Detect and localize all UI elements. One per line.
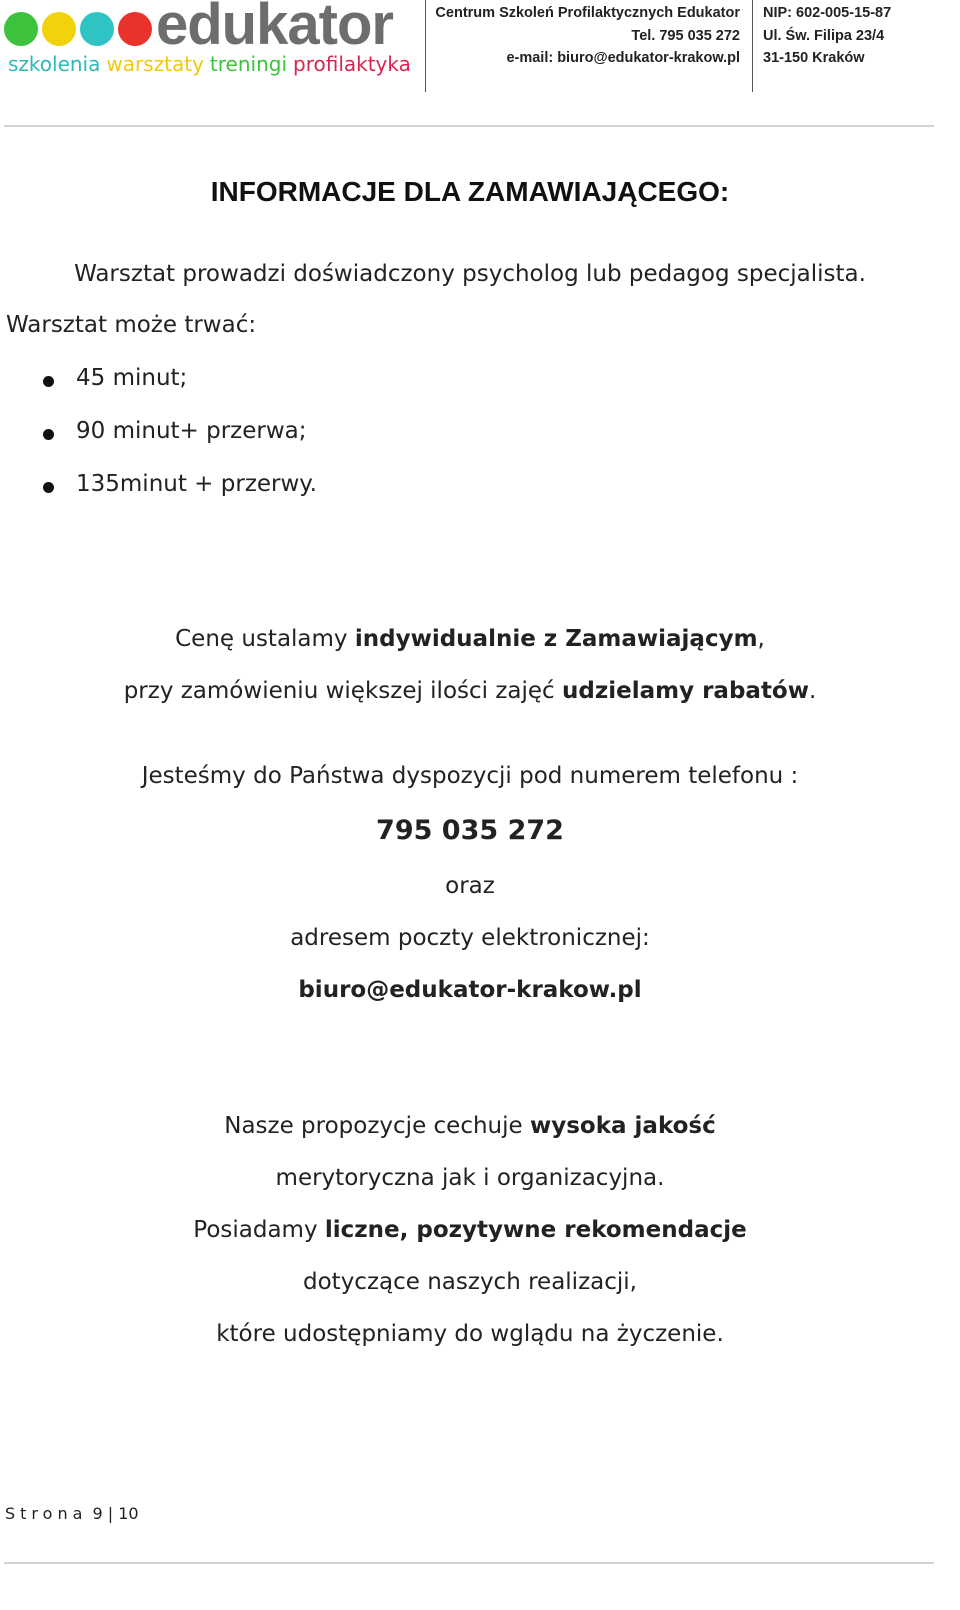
- tagline-word: treningi: [209, 52, 287, 76]
- header-divider: [752, 0, 753, 92]
- contact-and: oraz: [445, 873, 495, 899]
- price-emphasis: indywidualnie z Zamawiającym: [354, 626, 758, 652]
- footer-rule: [4, 1562, 934, 1564]
- tagline-word: szkolenia: [8, 52, 101, 76]
- duration-label: Warsztat może trwać:: [6, 312, 257, 338]
- bullet-icon: [43, 376, 54, 387]
- price-line-2: [0, 678, 940, 704]
- quality-text: Nasze propozycje cechuje: [224, 1113, 530, 1139]
- logo-tagline: [8, 52, 417, 76]
- duration-option: 90 minut+ przerwa;: [76, 418, 307, 444]
- page-title: INFORMACJE DLA ZAMAWIAJĄCEGO:: [210, 176, 730, 207]
- company-city: 31-150 Kraków: [763, 50, 865, 66]
- company-street: Ul. Św. Filipa 23/4: [763, 27, 885, 44]
- discount-text: przy zamówieniu większej ilości zajęć: [123, 678, 563, 704]
- company-address: [763, 2, 891, 70]
- intro-text: Warsztat prowadzi doświadczony psycholog lub pedagog specjalista.: [74, 261, 866, 287]
- discount-punct: .: [809, 678, 817, 704]
- price-line-1: [0, 626, 940, 652]
- page-header: [0, 0, 960, 100]
- recommendation-text: Posiadamy: [193, 1217, 325, 1243]
- quality-line-5: które udostępniamy do wglądu na życzenie.: [216, 1321, 724, 1347]
- red-dot-icon: [118, 12, 152, 46]
- company-email: e-mail: biuro@edukator-krakow.pl: [506, 50, 740, 66]
- company-contact: [435, 2, 740, 70]
- bullet-icon: [43, 429, 54, 440]
- page-number: [5, 1504, 139, 1523]
- company-name: Centrum Szkoleń Profilaktycznych Edukator: [435, 5, 740, 21]
- discount-emphasis: udzielamy rabatów: [562, 678, 809, 704]
- header-divider: [425, 0, 426, 92]
- teal-dot-icon: [80, 12, 114, 46]
- contact-intro: Jesteśmy do Państwa dyspozycji pod numerem telefonu :: [141, 763, 799, 789]
- tagline-word: profilaktyka: [293, 52, 411, 76]
- page-separator: |: [107, 1504, 114, 1523]
- current-page: 9: [92, 1504, 103, 1523]
- contact-email: biuro@edukator-krakow.pl: [298, 977, 642, 1003]
- total-pages: 10: [118, 1504, 139, 1523]
- duration-option: 135minut + przerwy.: [76, 471, 317, 497]
- contact-phone: 795 035 272: [376, 815, 564, 846]
- page-label: Strona: [5, 1504, 88, 1523]
- green-dot-icon: [4, 12, 38, 46]
- quality-line-1: [0, 1113, 940, 1139]
- header-rule: [4, 125, 934, 127]
- quality-line-4: dotyczące naszych realizacji,: [303, 1269, 637, 1295]
- company-phone: Tel. 795 035 272: [631, 27, 740, 44]
- recommendation-emphasis: liczne, pozytywne rekomendacje: [324, 1217, 747, 1243]
- quality-line-3: [0, 1217, 940, 1243]
- contact-email-label: adresem poczty elektronicznej:: [290, 925, 650, 951]
- quality-line-2: merytoryczna jak i organizacyjna.: [275, 1165, 665, 1191]
- logo-brand-text: edukator: [156, 0, 393, 57]
- quality-emphasis: wysoka jakość: [529, 1113, 716, 1139]
- company-nip: NIP: 602-005-15-87: [763, 5, 892, 21]
- price-punct: ,: [757, 626, 765, 652]
- edukator-logo: [4, 0, 424, 76]
- duration-option: 45 minut;: [76, 365, 188, 391]
- yellow-dot-icon: [42, 12, 76, 46]
- price-text: Cenę ustalamy: [175, 626, 355, 652]
- tagline-word: warsztaty: [106, 52, 204, 76]
- bullet-icon: [43, 482, 54, 493]
